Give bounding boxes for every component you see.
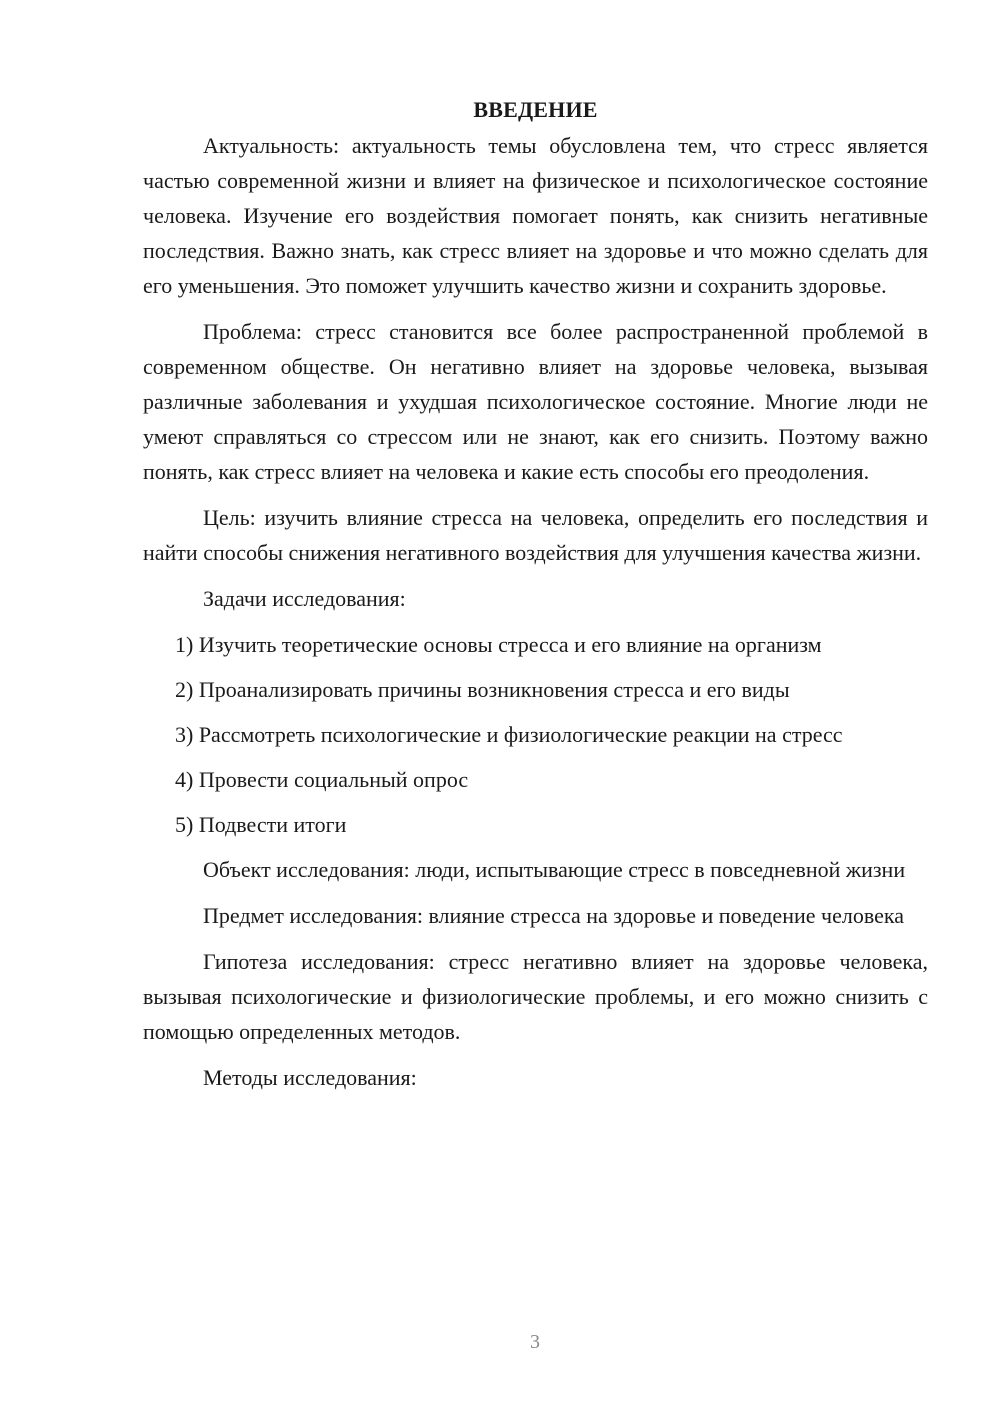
tasks-list <box>143 627 928 842</box>
paragraph-object: Объект исследования: люди, испытывающие стресс в повседневной жизни <box>203 857 906 882</box>
paragraph-goal: Цель: изучить влияние стресса на человека, определить его последствия и найти способы снижения негативного воздействия для улучшения качества жизни. <box>143 505 928 565</box>
list-item: 2) Проанализировать причины возникновения стресса и его виды <box>175 677 790 702</box>
list-item: 1) Изучить теоретические основы стресса и его влияние на организм <box>175 632 822 657</box>
paragraph-subject: Предмет исследования: влияние стресса на здоровье и поведение человека <box>203 903 904 928</box>
paragraph-relevance: Актуальность: актуальность темы обусловлена тем, что стресс является частью современной жизни и влияет на физическое и психологическое состояние человека. Изучение его воздействия помогает понять, как снизить негативные последствия. Важно знать, как стресс влияет на здоровье и что можно сделать для его уменьшения. Это поможет улучшить качество жизни и сохранить здоровье. <box>143 133 928 298</box>
list-item: 4) Провести социальный опрос <box>175 767 469 792</box>
page-title: ВВЕДЕНИЕ <box>473 97 598 122</box>
document-page <box>143 92 928 1106</box>
page-number: 3 <box>530 1331 540 1353</box>
paragraph-hypothesis: Гипотеза исследования: стресс негативно влияет на здоровье человека, вызывая психологические и физиологические проблемы, и его можно снизить с помощью определенных методов. <box>143 949 928 1044</box>
methods-heading: Методы исследования: <box>203 1065 417 1090</box>
list-item: 5) Подвести итоги <box>175 812 347 837</box>
list-item: 3) Рассмотреть психологические и физиологические реакции на стресс <box>175 722 843 747</box>
tasks-heading: Задачи исследования: <box>203 586 406 611</box>
paragraph-problem: Проблема: стресс становится все более распространенной проблемой в современном обществе. Он негативно влияет на здоровье человека, вызывая различные заболевания и ухудшая психологическое состояние. Многие люди не умеют справляться со стрессом или не знают, как его снизить. Поэтому важно понять, как стресс влияет на человека и какие есть способы его преодоления. <box>143 319 928 484</box>
